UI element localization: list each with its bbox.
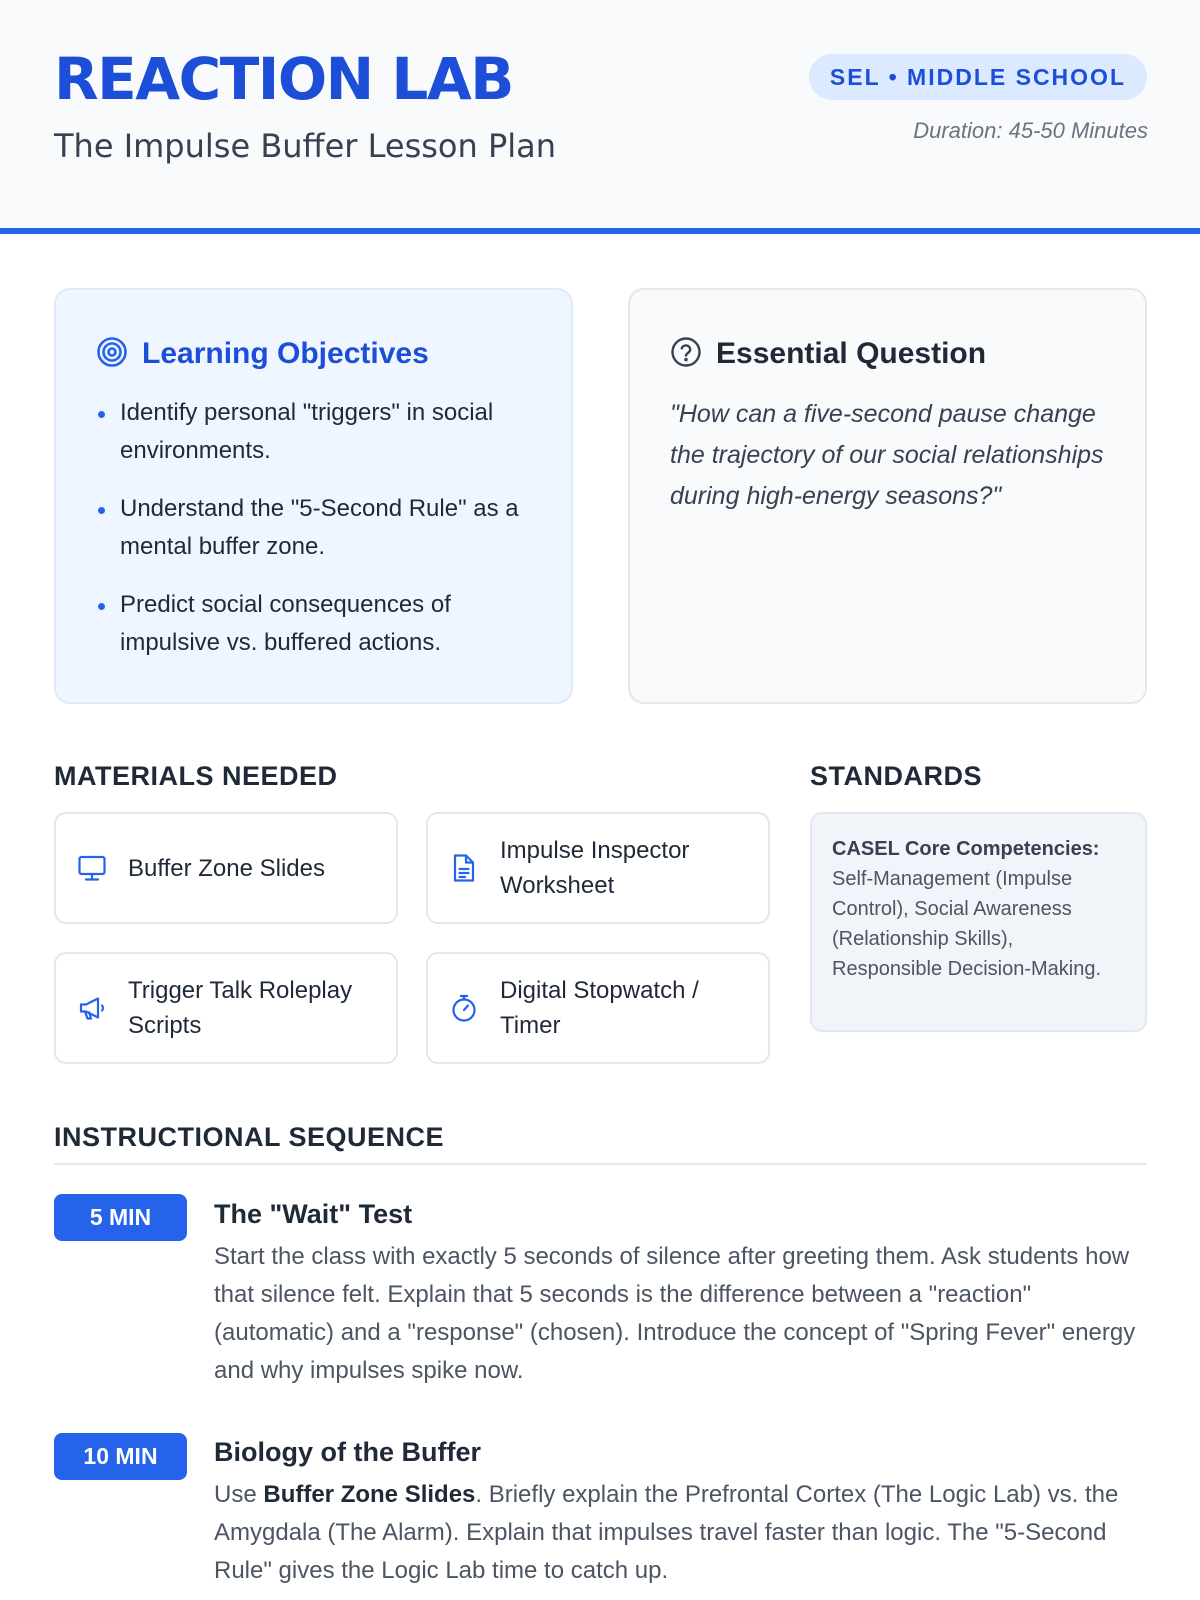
step-title: The "Wait" Test	[214, 1199, 413, 1229]
objective-item: Understand the "5-Second Rule" as a mental buffer zone.	[96, 490, 531, 566]
material-label: Trigger Talk Roleplay Scripts	[128, 977, 353, 1039]
essential-question-card	[628, 288, 1147, 704]
monitor-icon	[76, 852, 108, 884]
materials-heading: MATERIALS NEEDED	[54, 761, 338, 791]
section-divider	[54, 1163, 1147, 1165]
duration-text: Duration: 45-50 Minutes	[913, 118, 1148, 143]
megaphone-icon	[76, 992, 108, 1024]
material-card	[54, 952, 398, 1064]
material-label: Buffer Zone Slides	[128, 854, 326, 882]
essential-question-text: "How can a five-second pause change the trajectory of our social relationships during high-energy seasons?"	[670, 400, 1104, 510]
step-description	[214, 1476, 1147, 1590]
material-card	[426, 952, 770, 1064]
step-title: Biology of the Buffer	[214, 1437, 481, 1467]
grade-level-badge: SEL • MIDDLE SCHOOL	[809, 54, 1147, 100]
target-icon	[96, 336, 128, 373]
material-card	[426, 812, 770, 924]
standards-box	[810, 812, 1147, 1032]
page-subtitle: The Impulse Buffer Lesson Plan	[54, 127, 557, 165]
step-description-text: . Briefly explain the Prefrontal Cortex (The Logic Lab) vs. the Amygdala (The Alarm). Explain that impulses travel faster than logic. The "5-Second Rule" gives the Logic Lab time to catch up.	[214, 1481, 1119, 1584]
material-card	[54, 812, 398, 924]
learning-objectives-heading: Learning Objectives	[142, 337, 429, 370]
learning-objectives-card	[54, 288, 573, 704]
standards-text: Self-Management (Impulse Control), Social Awareness (Relationship Skills), Responsible Decision-Making.	[832, 868, 1102, 980]
page-header	[0, 0, 1200, 234]
question-circle-icon	[670, 336, 702, 373]
material-label: Impulse Inspector Worksheet	[500, 837, 690, 899]
essential-question-heading: Essential Question	[716, 337, 987, 370]
step-description-text: Use	[214, 1481, 264, 1508]
step-description: Start the class with exactly 5 seconds of silence after greeting them. Ask students how that silence felt. Explain that 5 seconds is the difference between a "reaction" (automatic) and a "response" (chosen). Introduce the concept of "Spring Fever" energy and why impulses spike now.	[214, 1243, 1136, 1384]
objective-item: Identify personal "triggers" in social environments.	[96, 394, 531, 470]
standards-label: CASEL Core Competencies:	[832, 838, 1100, 860]
objective-item: Predict social consequences of impulsive vs. buffered actions.	[96, 586, 531, 662]
stopwatch-icon	[448, 992, 480, 1024]
instructional-sequence-heading: INSTRUCTIONAL SEQUENCE	[54, 1122, 445, 1152]
standards-heading: STANDARDS	[810, 761, 982, 791]
objectives-list	[96, 394, 531, 662]
material-reference: Buffer Zone Slides	[263, 1481, 476, 1508]
time-badge: 5 MIN	[54, 1194, 187, 1241]
document-icon	[448, 852, 480, 884]
time-badge: 10 MIN	[54, 1433, 187, 1480]
page-title: REACTION LAB	[54, 45, 513, 113]
material-label: Digital Stopwatch / Timer	[500, 977, 699, 1039]
